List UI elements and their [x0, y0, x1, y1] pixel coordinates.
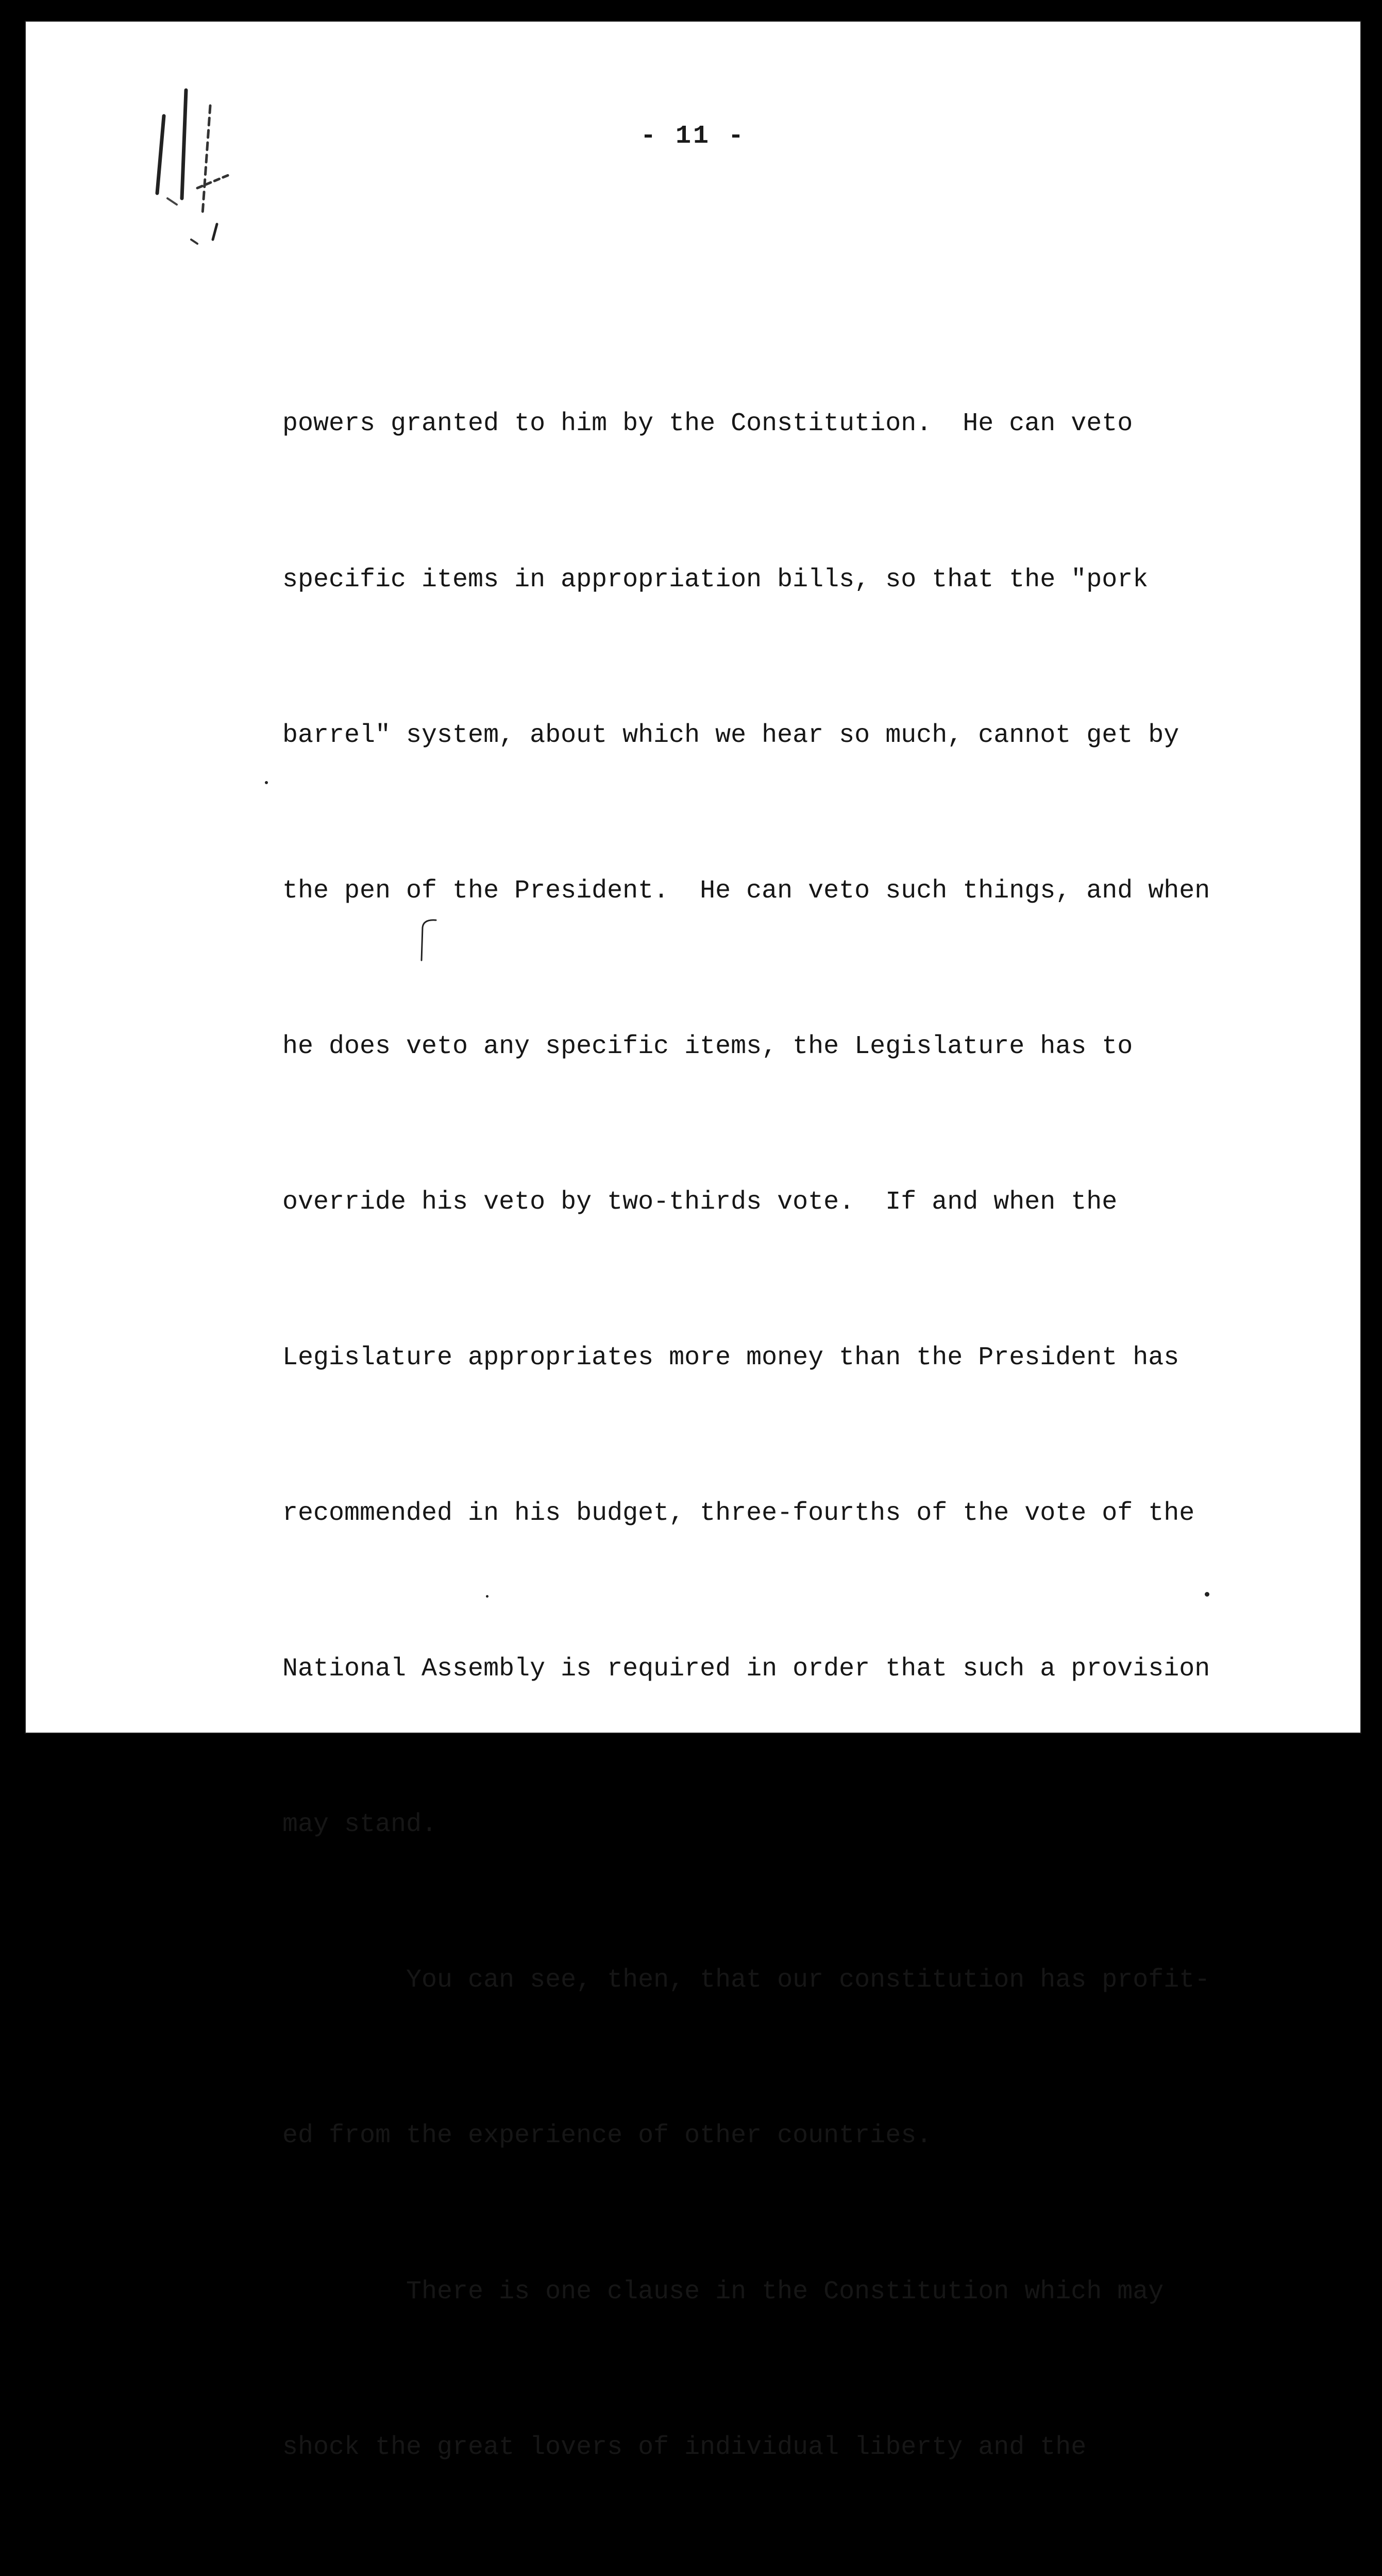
text-line: You can see, then, that our constitution has profit-	[282, 1965, 1210, 1995]
text-line: There is one clause in the Constitution which may	[282, 2277, 1164, 2307]
page-number: - 11 -	[640, 122, 746, 151]
text-line: National Assembly is required in order that such a provision	[282, 1654, 1210, 1684]
text-line: powers granted to him by the Constitution. He can veto	[282, 409, 1133, 439]
text-line: shock the great lovers of individual liberty and the	[282, 2432, 1087, 2462]
text-line: override his veto by two-thirds vote. If and when the	[282, 1187, 1118, 1217]
text-line: ed from the experience of other countries.	[282, 2121, 932, 2151]
text-line: he does veto any specific items, the Legislature has to	[282, 1031, 1133, 1061]
document-body	[282, 295, 1277, 2576]
ink-speck	[265, 781, 268, 784]
text-line: specific items in appropriation bills, so that the "pork	[282, 565, 1149, 595]
text-line: the pen of the President. He can veto such things, and when	[282, 876, 1210, 906]
handwritten-page-number-mark	[125, 70, 290, 255]
document-page	[25, 21, 1361, 2462]
text-line: may stand.	[282, 1810, 437, 1840]
text-line: recommended in his budget, three-fourths of the vote of the	[282, 1499, 1195, 1529]
text-line: barrel" system, about which we hear so much, cannot get by	[282, 720, 1179, 750]
text-line: Legislature appropriates more money than the President has	[282, 1343, 1179, 1372]
